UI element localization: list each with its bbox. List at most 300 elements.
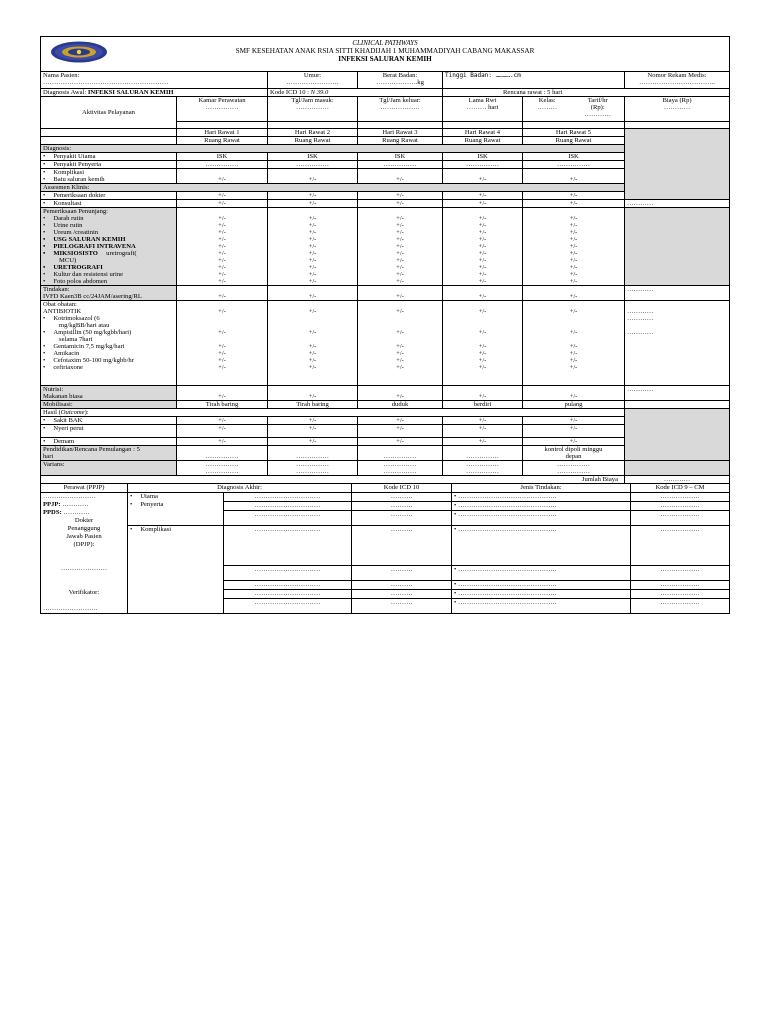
nama-field[interactable]: ………………………………………………… bbox=[43, 79, 169, 86]
pm: +/- bbox=[569, 343, 578, 350]
field-value[interactable]: …………… bbox=[296, 468, 329, 475]
bullet: • bbox=[43, 271, 46, 278]
pm: +/- bbox=[478, 271, 487, 278]
rm-field[interactable]: …………………………….. bbox=[639, 79, 715, 86]
penyerta-field-1[interactable]: …………… bbox=[177, 161, 268, 169]
icd-value: N 39.0 bbox=[310, 89, 329, 96]
bullet: • bbox=[43, 278, 46, 285]
lama-field[interactable]: ……… hari bbox=[466, 104, 499, 111]
bullet: • bbox=[43, 192, 46, 199]
jawab-label: Jawab Pasien bbox=[66, 533, 102, 540]
tinggi-field[interactable]: Tinggi Badan: ………….cm bbox=[445, 72, 521, 79]
day-1-label: Hari Rawat 1 bbox=[177, 129, 268, 137]
pm: +/- bbox=[478, 222, 487, 229]
ruang-3: Ruang Rawat bbox=[358, 137, 443, 145]
bullet: • bbox=[43, 250, 46, 257]
pm: +/- bbox=[478, 236, 487, 243]
pm: +/- bbox=[308, 357, 317, 364]
pm: +/- bbox=[523, 200, 625, 208]
pm: +/- bbox=[523, 192, 625, 200]
bullet: • bbox=[43, 425, 46, 432]
icd10-field[interactable]: ………. bbox=[352, 581, 452, 590]
penunjang-label: Pemeriksaan Penunjang: bbox=[43, 208, 109, 215]
mob-2: Tirah baring bbox=[268, 401, 358, 409]
field-value[interactable]: …………… bbox=[466, 461, 499, 468]
icd10-field[interactable]: ………. bbox=[352, 502, 452, 511]
pm: +/- bbox=[308, 236, 317, 243]
pm: +/- bbox=[523, 438, 625, 446]
antibiotik-label: ANTIBIOTIK bbox=[43, 308, 82, 315]
icd10-field[interactable]: ………. bbox=[352, 599, 452, 614]
pm: +/- bbox=[308, 264, 317, 271]
kotri2-label: mg/kgBB/hari atau bbox=[59, 322, 110, 329]
header-line2: SMF KESEHATAN ANAK RSIA SITTI KHADIJAH 1 MUHAMMADIYAH CABANG MAKASSAR bbox=[235, 47, 535, 55]
pm: +/- bbox=[478, 257, 487, 264]
pm: +/- bbox=[358, 438, 443, 446]
biaya-shaded-2 bbox=[625, 208, 730, 286]
ampi2-label: selama 7hari bbox=[59, 336, 93, 343]
pm: +/- bbox=[478, 278, 487, 285]
pm: +/- bbox=[308, 350, 317, 357]
pm: +/- bbox=[523, 425, 625, 438]
day-5-label: Hari Rawat 5 bbox=[523, 129, 625, 137]
row-varians bbox=[41, 461, 730, 476]
ivfd-label: IVFD Kaen3B cc/24JAM/asering/RL bbox=[43, 293, 142, 300]
field-value[interactable]: …………… bbox=[383, 461, 417, 468]
biaya-tindakan-field[interactable]: ………… bbox=[625, 286, 730, 301]
diagnosis-label: Diagnosis: bbox=[41, 145, 625, 153]
hasil-label: Hasil ( bbox=[43, 409, 61, 416]
pm: +/- bbox=[308, 243, 317, 250]
tindakan-field[interactable]: ……………………………………… bbox=[457, 511, 557, 518]
bullet: • bbox=[43, 215, 46, 222]
pendidikan-field-2[interactable]: …………… bbox=[268, 446, 358, 461]
ureum-label: Ureum /creatinin bbox=[53, 229, 99, 236]
icd9-field[interactable]: ……………… bbox=[631, 526, 730, 566]
bullet: • bbox=[130, 501, 133, 508]
field-value[interactable]: …………… bbox=[296, 461, 329, 468]
pm: +/- bbox=[218, 308, 226, 315]
pm: +/- bbox=[478, 364, 487, 371]
pm: +/- bbox=[308, 343, 317, 350]
ruang-1: Ruang Rawat bbox=[177, 137, 268, 145]
tarif-field[interactable]: ………… bbox=[584, 111, 611, 118]
row-penunjang bbox=[41, 208, 730, 286]
pm: +/- bbox=[218, 357, 226, 364]
pm: +/- bbox=[218, 264, 226, 271]
pm: +/- bbox=[308, 229, 317, 236]
field-value[interactable]: …………… bbox=[557, 461, 590, 468]
diag-field[interactable]: ………………………… bbox=[224, 493, 352, 502]
kamar-field[interactable]: …………… bbox=[205, 104, 239, 111]
summary-table bbox=[40, 483, 730, 614]
tindakan-field[interactable]: ……………………………………… bbox=[457, 493, 557, 500]
pm: +/- bbox=[177, 286, 268, 301]
penyerta-field-3[interactable]: …………… bbox=[358, 161, 443, 169]
pm: +/- bbox=[218, 364, 226, 371]
header-title: INFEKSI SALURAN KEMIH bbox=[338, 55, 432, 63]
summary-row-1 bbox=[41, 493, 730, 502]
sakit-bak-label: Sakit BAK bbox=[53, 417, 83, 424]
mcu-label: MCU) bbox=[59, 257, 77, 264]
pm: +/- bbox=[396, 264, 404, 271]
pm: +/- bbox=[218, 215, 226, 222]
icd10-field[interactable]: ………. bbox=[352, 566, 452, 581]
miksio2-label: uretrografi( bbox=[106, 250, 137, 257]
pm: +/- bbox=[478, 243, 487, 250]
isk-2: ISK bbox=[268, 153, 358, 161]
pm: +/- bbox=[478, 264, 487, 271]
field-value[interactable]: …………… bbox=[205, 468, 239, 475]
pm: +/- bbox=[358, 286, 443, 301]
pm: +/- bbox=[396, 236, 404, 243]
nutrisi-label: Nutrisi: bbox=[43, 386, 64, 393]
miksio-label: MIKSIOSISTO bbox=[53, 250, 98, 257]
pm: +/- bbox=[478, 308, 487, 315]
jumlah-biaya-label: Jumlah Biaya bbox=[41, 476, 625, 484]
bullet: • bbox=[454, 590, 457, 597]
icd10-field[interactable]: ………. bbox=[352, 526, 452, 566]
patient-info-row bbox=[41, 72, 730, 89]
pm: +/- bbox=[478, 229, 487, 236]
pm: +/- bbox=[218, 250, 226, 257]
pm: +/- bbox=[218, 329, 226, 336]
icd10-field[interactable]: ………. bbox=[352, 493, 452, 502]
pm: +/- bbox=[569, 350, 578, 357]
bullet: • bbox=[43, 364, 46, 371]
icd10-field[interactable]: ………. bbox=[352, 511, 452, 526]
pm: +/- bbox=[569, 308, 578, 315]
ppds-label: PPDS: bbox=[43, 509, 62, 516]
row-nutrisi bbox=[41, 386, 730, 401]
konsultasi-label: Konsultasi bbox=[53, 200, 82, 207]
biaya-shaded-1 bbox=[625, 129, 730, 200]
bullet: • bbox=[454, 493, 457, 500]
assesmen-label: Assesmen Klinis: bbox=[41, 184, 625, 192]
bullet: • bbox=[43, 357, 46, 364]
bullet: • bbox=[43, 343, 46, 350]
pm: +/- bbox=[358, 425, 443, 438]
pm: +/- bbox=[308, 250, 317, 257]
pm: +/- bbox=[443, 386, 523, 401]
komplikasi-bottom-label: Komplikasi bbox=[140, 526, 172, 533]
uretrografi-label: URETROGRAFI bbox=[53, 264, 103, 271]
komplikasi-label: Komplikasi bbox=[53, 169, 85, 176]
bullet: • bbox=[454, 581, 457, 588]
pm: +/- bbox=[443, 286, 523, 301]
pm: +/- bbox=[478, 329, 487, 336]
service-header-row bbox=[41, 97, 730, 122]
pm: +/- bbox=[569, 215, 578, 222]
isk-5: ISK bbox=[523, 153, 625, 161]
tindakan-field[interactable]: ……………………………………… bbox=[457, 581, 557, 588]
pm: +/- bbox=[218, 222, 226, 229]
pm: +/- bbox=[569, 357, 578, 364]
pm: +/- bbox=[218, 278, 226, 285]
penyerta-field-5[interactable]: …………… bbox=[523, 161, 625, 169]
pm: +/- bbox=[569, 329, 578, 336]
tindakan-field[interactable]: ……………………………………… bbox=[457, 502, 557, 509]
dpjp-field[interactable]: ………………… bbox=[60, 565, 108, 572]
pm: +/- bbox=[177, 386, 268, 401]
pm: +/- bbox=[268, 169, 358, 184]
outcome-label: Outcome bbox=[60, 409, 85, 416]
pm: +/- bbox=[308, 257, 317, 264]
tarif-rp-label: (Rp): bbox=[590, 104, 605, 111]
pm: +/- bbox=[523, 286, 625, 301]
tgl-masuk-label: Tgl/Jam masuk: bbox=[291, 97, 334, 104]
penyerta-label: Penyerta bbox=[140, 501, 164, 508]
perawat-field[interactable]: …………………… bbox=[43, 493, 96, 500]
urine-label: Urine rutin bbox=[53, 222, 83, 229]
bullet: • bbox=[43, 438, 46, 445]
kontrol2-label: depan bbox=[565, 453, 582, 460]
kelas-label: Kelas: bbox=[538, 97, 556, 104]
biaya-nutrisi-field[interactable]: ………… bbox=[625, 386, 730, 401]
icd9-field[interactable]: ……………… bbox=[631, 590, 730, 599]
biaya-field[interactable]: ………… bbox=[663, 104, 691, 111]
pm: +/- bbox=[218, 229, 226, 236]
mob-3: duduk bbox=[358, 401, 443, 409]
pm: +/- bbox=[308, 222, 317, 229]
bullet: • bbox=[130, 493, 133, 500]
pm: +/- bbox=[218, 243, 226, 250]
dokter-label: Dokter bbox=[74, 517, 94, 524]
lama-label: Lama Rwt bbox=[468, 97, 497, 104]
diag-field[interactable]: ………………………… bbox=[224, 566, 352, 581]
tgl-keluar-label: Tgl/Jam keluar: bbox=[379, 97, 421, 104]
diag-field[interactable]: ………………………… bbox=[224, 526, 352, 566]
day-2-label: Hari Rawat 2 bbox=[268, 129, 358, 137]
icd9-field[interactable]: ……………… bbox=[631, 566, 730, 581]
day-3-label: Hari Rawat 3 bbox=[358, 129, 443, 137]
bullet: • bbox=[43, 229, 46, 236]
pm: +/- bbox=[177, 425, 268, 438]
pm: +/- bbox=[358, 417, 443, 425]
icd9-field[interactable]: ……………… bbox=[631, 493, 730, 502]
pm: +/- bbox=[569, 271, 578, 278]
kelas-field[interactable]: ……… bbox=[537, 104, 558, 111]
diag-field[interactable]: ………………………… bbox=[224, 599, 352, 614]
ppjp-field[interactable]: ………… bbox=[62, 501, 89, 508]
dpjp-label: (DPJP): bbox=[73, 541, 95, 548]
pm: +/- bbox=[396, 257, 404, 264]
bullet: • bbox=[43, 350, 46, 357]
diag-field[interactable]: ………………………… bbox=[224, 502, 352, 511]
icd9-field[interactable]: ……………… bbox=[631, 581, 730, 590]
foto-label: Foto polos abdomen bbox=[53, 278, 108, 285]
bullet: • bbox=[454, 502, 457, 509]
biaya-shaded-3 bbox=[625, 409, 730, 461]
pm: +/- bbox=[177, 169, 268, 184]
bullet: • bbox=[454, 599, 457, 606]
pielografi-label: PIELOGRAFI INTRAVENA bbox=[53, 243, 136, 250]
header-row bbox=[41, 37, 730, 72]
pm: +/- bbox=[308, 271, 317, 278]
ppds-field[interactable]: ………… bbox=[63, 509, 90, 516]
bullet: • bbox=[454, 511, 457, 518]
clinical-pathway-form bbox=[40, 36, 729, 614]
nyeri-label: Nyeri perut bbox=[53, 425, 84, 432]
icd9-field[interactable]: ……………… bbox=[631, 599, 730, 614]
pm: +/- bbox=[308, 329, 317, 336]
pm: +/- bbox=[396, 250, 404, 257]
obat-label: Obat obatan: bbox=[43, 301, 77, 308]
pm: +/- bbox=[177, 192, 268, 200]
isk-4: ISK bbox=[443, 153, 523, 161]
perawat-label: Perawat (PPJP) bbox=[41, 484, 128, 493]
row-obat bbox=[41, 301, 730, 386]
penyerta-field-4[interactable]: …………… bbox=[443, 161, 523, 169]
field-value[interactable]: …………… bbox=[383, 468, 417, 475]
pm: +/- bbox=[396, 215, 404, 222]
pm: +/- bbox=[443, 438, 523, 446]
pm: +/- bbox=[443, 425, 523, 438]
pm: +/- bbox=[177, 417, 268, 425]
pm: +/- bbox=[268, 386, 358, 401]
summary-row-4 bbox=[41, 526, 730, 566]
pm: +/- bbox=[177, 438, 268, 446]
kotri-label: Kotrimoksazol (6 bbox=[53, 315, 100, 322]
diag-awal-value: INFEKSI SALURAN KEMIH bbox=[87, 89, 174, 96]
pm: +/- bbox=[268, 425, 358, 438]
pm: +/- bbox=[358, 192, 443, 200]
bullet: • bbox=[43, 200, 46, 207]
kode-icd9-label: Kode ICD 9 – CM bbox=[631, 484, 730, 493]
ruang-2: Ruang Rawat bbox=[268, 137, 358, 145]
bullet: • bbox=[454, 566, 457, 573]
tgl-keluar-field[interactable]: ……………… bbox=[380, 104, 420, 111]
pm: +/- bbox=[396, 243, 404, 250]
pm: +/- bbox=[569, 229, 578, 236]
day-4-label: Hari Rawat 4 bbox=[443, 129, 523, 137]
utama-label: Utama bbox=[140, 493, 158, 500]
pendidikan-field-1[interactable]: …………… bbox=[177, 446, 268, 461]
field-value[interactable]: ………… bbox=[627, 308, 654, 315]
pm: +/- bbox=[569, 264, 578, 271]
tindakan-field[interactable]: ……………………………………… bbox=[457, 526, 557, 533]
diagnosis-awal-row bbox=[41, 89, 730, 97]
mob-5: pulang bbox=[523, 401, 625, 409]
kultur-label: Kultur dan resistensi urine bbox=[53, 271, 124, 278]
pendidikan-field-3[interactable]: …………… bbox=[358, 446, 443, 461]
rm-label: Nomor Rekam Medis: bbox=[647, 72, 707, 79]
verifikator-label: Verifikator: bbox=[68, 589, 100, 596]
pm: +/- bbox=[443, 417, 523, 425]
field-value[interactable]: …………… bbox=[466, 468, 499, 475]
pm: +/- bbox=[523, 169, 625, 184]
pm: +/- bbox=[177, 200, 268, 208]
pm: +/- bbox=[569, 243, 578, 250]
diag-awal-label: Diagnosis Awal: bbox=[43, 89, 88, 96]
field-value[interactable]: ………… bbox=[627, 329, 654, 336]
pm: +/- bbox=[308, 278, 317, 285]
pm: +/- bbox=[396, 308, 404, 315]
bullet: • bbox=[43, 236, 46, 243]
pm: +/- bbox=[396, 343, 404, 350]
pm: +/- bbox=[308, 364, 317, 371]
umur-field[interactable]: …………………… bbox=[286, 79, 339, 86]
ceft-label: ceftriaxone bbox=[53, 364, 83, 371]
bullet: • bbox=[130, 526, 133, 533]
pm: +/- bbox=[218, 271, 226, 278]
isk-1: ISK bbox=[177, 153, 268, 161]
ruang-4: Ruang Rawat bbox=[443, 137, 523, 145]
berat-field[interactable]: ……………….kg bbox=[376, 79, 424, 86]
pm: +/- bbox=[478, 250, 487, 257]
mobilisasi-label: Mobilisasi: bbox=[41, 401, 177, 409]
jumlah-biaya-field[interactable]: ………… bbox=[625, 476, 730, 484]
tindakan-label: Tindakan: bbox=[43, 286, 70, 293]
penyerta-field-2[interactable]: …………… bbox=[268, 161, 358, 169]
bullet: • bbox=[43, 329, 46, 336]
ampi-label: Ampisillin (50 mg/kgbb/hari) bbox=[53, 329, 132, 336]
tindakan-field[interactable]: ……………………………………… bbox=[457, 599, 557, 606]
tgl-masuk-field[interactable]: …………… bbox=[296, 104, 329, 111]
pm: +/- bbox=[396, 357, 404, 364]
rencana-rawat: Rencana rawat : 5 hari bbox=[443, 89, 730, 97]
pm: +/- bbox=[358, 200, 443, 208]
tindakan-field[interactable]: ……………………………………… bbox=[457, 566, 557, 573]
field-value[interactable]: …………… bbox=[557, 468, 590, 475]
tindakan-field[interactable]: ……………………………………… bbox=[457, 590, 557, 597]
makanan-label: Makanan biasa bbox=[43, 393, 83, 400]
pm: +/- bbox=[268, 417, 358, 425]
pm: +/- bbox=[443, 192, 523, 200]
summary-header-row bbox=[41, 484, 730, 493]
penanggung-label: Penanggung bbox=[67, 525, 101, 532]
bullet: • bbox=[43, 315, 46, 322]
diag-field[interactable]: ………………………… bbox=[224, 590, 352, 599]
bullet: • bbox=[43, 176, 46, 183]
icd9-field[interactable]: ……………… bbox=[631, 502, 730, 511]
pm: +/- bbox=[396, 271, 404, 278]
pm: +/- bbox=[308, 215, 317, 222]
icd-label: Kode ICD 10 : bbox=[270, 89, 311, 96]
genta-label: Gentamicin 7,5 mg/kg/hari bbox=[53, 343, 125, 350]
biaya-konsultasi-field[interactable]: ………… bbox=[625, 200, 730, 208]
pm: +/- bbox=[268, 286, 358, 301]
diag-field[interactable]: ………………………… bbox=[224, 581, 352, 590]
hospital-logo bbox=[49, 40, 109, 66]
aktivitas-label: Aktivitas Pelayanan bbox=[41, 97, 177, 129]
tarif-label: Tarif/hr bbox=[587, 97, 608, 104]
verifikator-field[interactable]: ……………………. bbox=[43, 605, 98, 612]
pm: +/- bbox=[569, 278, 578, 285]
field-value[interactable]: ………… bbox=[627, 315, 654, 322]
diag-field[interactable]: ………………………… bbox=[224, 511, 352, 526]
penyakit-penyerta-label: Penyakit Penyerta bbox=[53, 161, 102, 168]
batu-label: Batu saluran kemih bbox=[53, 176, 105, 183]
pm: +/- bbox=[218, 236, 226, 243]
pendidikan2-label: hari bbox=[43, 453, 54, 460]
bullet: • bbox=[454, 526, 457, 533]
hasil-end: ): bbox=[84, 409, 89, 416]
pendidikan-field-4[interactable]: …………… bbox=[443, 446, 523, 461]
field-value[interactable]: …………… bbox=[205, 461, 239, 468]
pm: +/- bbox=[308, 308, 317, 315]
icd10-field[interactable]: ………. bbox=[352, 590, 452, 599]
amik-label: Amikacin bbox=[53, 350, 80, 357]
icd9-field[interactable]: ……………… bbox=[631, 511, 730, 526]
bullet: • bbox=[43, 153, 46, 160]
pm: +/- bbox=[478, 357, 487, 364]
jenis-tindakan-label: Jenis Tindakan: bbox=[452, 484, 631, 493]
pm: +/- bbox=[358, 386, 443, 401]
pm: +/- bbox=[358, 169, 443, 184]
umur-label: Umur: bbox=[303, 72, 322, 79]
row-mobilisasi bbox=[41, 401, 730, 409]
